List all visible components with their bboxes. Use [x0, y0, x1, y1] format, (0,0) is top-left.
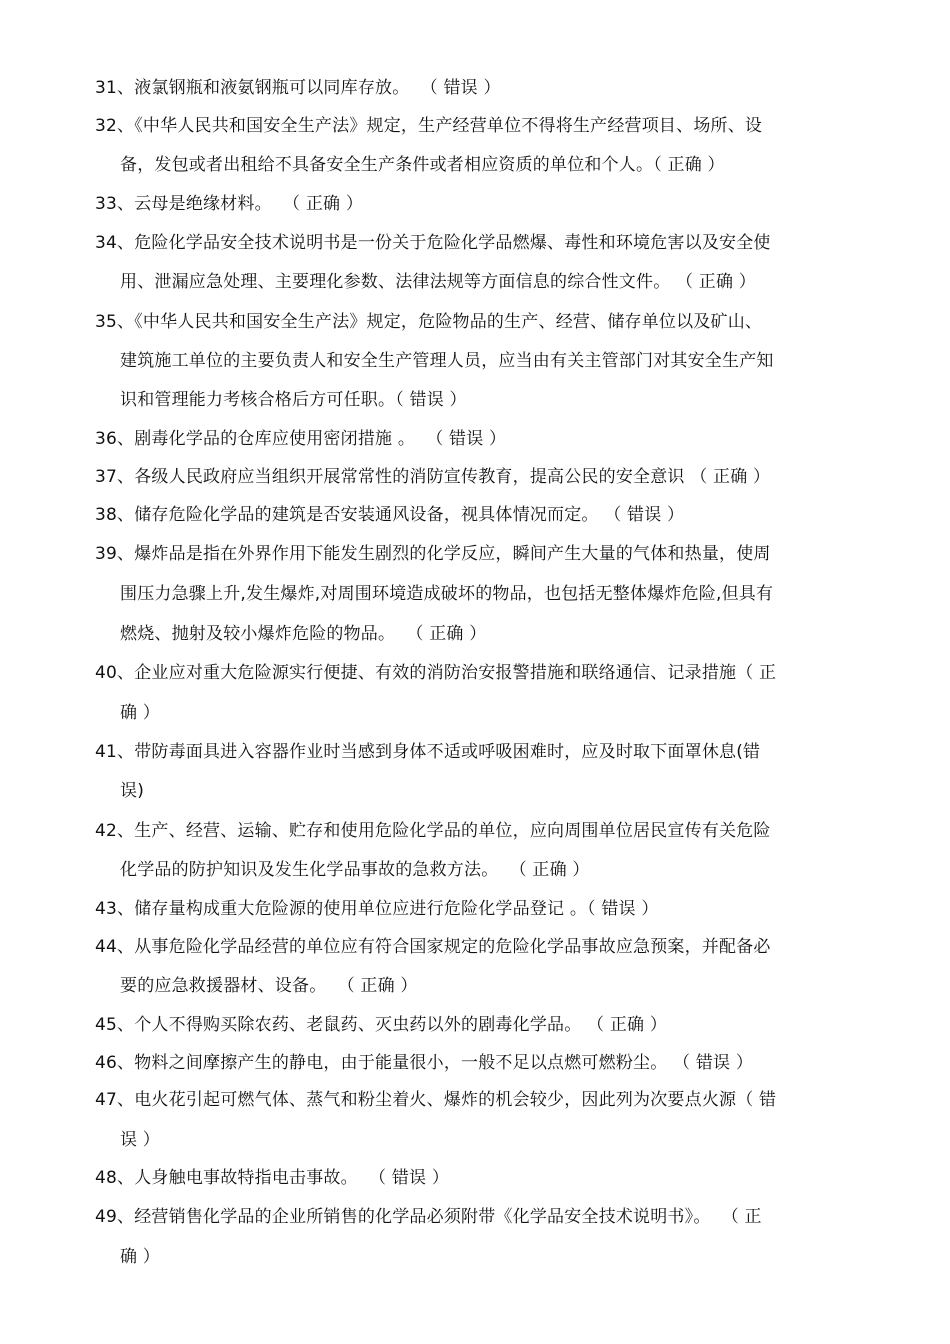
item-33: 33、云母是绝缘材料。 （ 正确 ） [95, 194, 364, 214]
item-31: 31、液氯钢瓶和液氨钢瓶可以同库存放。 （ 错误 ） [95, 78, 501, 98]
item-41: 41、带防毒面具进入容器作业时当感到身体不适或呼吸困难时，应及时取下面罩休息(错 [95, 742, 761, 762]
item-49-cont: 确 ） [120, 1247, 161, 1267]
item-35-cont-2: 识和管理能力考核合格后方可任职。（ 错误 ） [120, 390, 467, 410]
item-46: 46、物料之间摩擦产生的静电，由于能量很小，一般不足以点燃可燃粉尘。 （ 错误 ） [95, 1053, 754, 1073]
item-32-cont: 备，发包或者出租给不具备安全生产条件或者相应资质的单位和个人。（ 正确 ） [120, 155, 725, 175]
item-35: 35、《中华人民共和国安全生产法》规定，危险物品的生产、经营、储存单位以及矿山、 [95, 312, 763, 332]
item-49: 49、经营销售化学品的企业所销售的化学品必须附带《化学品安全技术说明书》。 （ 正 [95, 1207, 762, 1227]
item-32: 32、《中华人民共和国安全生产法》规定，生产经营单位不得将生产经营项目、场所、设 [95, 116, 763, 136]
item-41-cont: 误) [120, 781, 145, 801]
item-34: 34、危险化学品安全技术说明书是一份关于危险化学品燃爆、毒性和环境危害以及安全使 [95, 233, 771, 253]
item-39-cont-2: 燃烧、抛射及较小爆炸危险的物品。 （ 正确 ） [120, 624, 487, 644]
item-48: 48、人身触电事故特指电击事故。 （ 错误 ） [95, 1168, 450, 1188]
item-44: 44、从事危险化学品经营的单位应有符合国家规定的危险化学品事故应急预案，并配备必 [95, 937, 771, 957]
item-47-cont: 误 ） [120, 1130, 161, 1150]
item-39-cont-1: 围压力急骤上升,发生爆炸,对周围环境造成破坏的物品，也包括无整体爆炸危险,但具有 [120, 584, 774, 604]
item-44-cont: 要的应急救援器材、设备。 （ 正确 ） [120, 976, 418, 996]
item-42: 42、生产、经营、运输、贮存和使用危险化学品的单位，应向周围单位居民宣传有关危险 [95, 821, 771, 841]
item-38: 38、储存危险化学品的建筑是否安装通风设备，视具体情况而定。 （ 错误 ） [95, 505, 685, 525]
item-36: 36、剧毒化学品的仓库应使用密闭措施 。 （ 错误 ） [95, 429, 507, 449]
item-47: 47、电火花引起可燃气体、蒸气和粉尘着火、爆炸的机会较少，因此列为次要点火源（ 错 [95, 1090, 777, 1110]
item-45: 45、个人不得购买除农药、老鼠药、灭虫药以外的剧毒化学品。 （ 正确 ） [95, 1015, 668, 1035]
item-35-cont-1: 建筑施工单位的主要负责人和安全生产管理人员，应当由有关主管部门对其安全生产知 [120, 351, 774, 371]
item-37: 37、各级人民政府应当组织开展常常性的消防宣传教育，提高公民的安全意识 （ 正确 ） [95, 467, 771, 487]
item-43: 43、储存量构成重大危险源的使用单位应进行危险化学品登记 。（ 错误 ） [95, 899, 659, 919]
item-42-cont: 化学品的防护知识及发生化学品事故的急救方法。 （ 正确 ） [120, 860, 590, 880]
item-40-cont: 确 ） [120, 703, 161, 723]
item-39: 39、爆炸品是指在外界作用下能发生剧烈的化学反应，瞬间产生大量的气体和热量，使周 [95, 544, 771, 564]
item-34-cont: 用、泄漏应急处理、主要理化参数、法律法规等方面信息的综合性文件。 （ 正确 ） [120, 272, 757, 292]
item-40: 40、企业应对重大危险源实行便捷、有效的消防治安报警措施和联络通信、记录措施（ 正 [95, 663, 777, 683]
